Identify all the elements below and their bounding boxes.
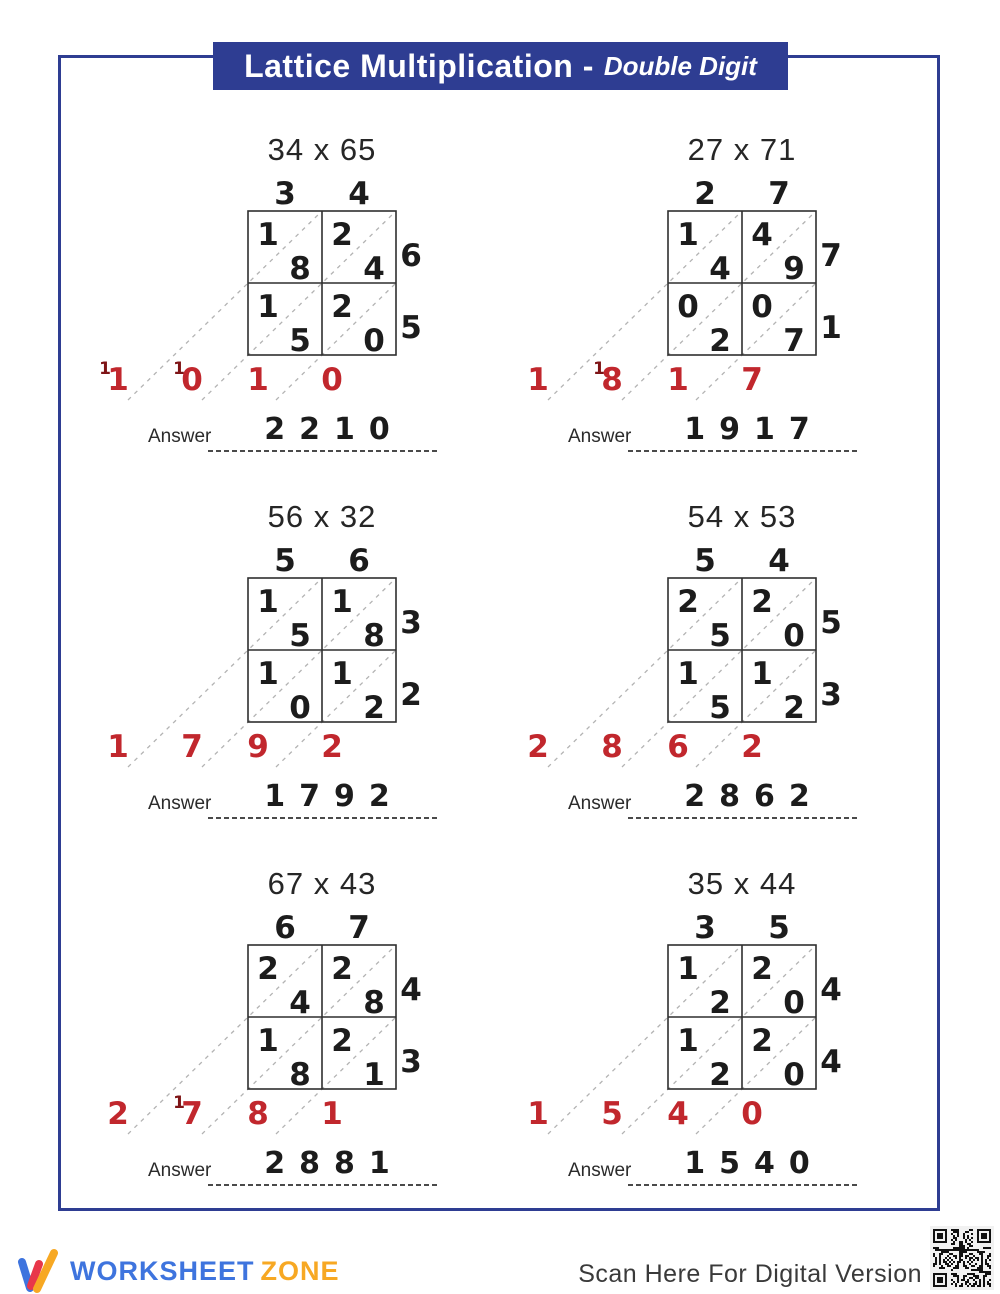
answer-value: 2862 <box>684 779 824 814</box>
multiplicand-digit: 7 <box>348 912 370 946</box>
problem-card <box>88 128 488 468</box>
multiplier-digit: 1 <box>820 310 842 346</box>
answer-label: Answer <box>568 426 632 447</box>
answer-value: 1540 <box>684 1146 824 1181</box>
answer-label: Answer <box>148 426 212 447</box>
diagonal-sum-digit: 2 <box>527 729 549 765</box>
cell-units-digit: 2 <box>363 690 385 726</box>
diagonal-sum-digit: 2 <box>741 729 763 765</box>
cell-tens-digit: 1 <box>751 656 773 692</box>
cell-units-digit: 2 <box>709 985 731 1021</box>
cell-tens-digit: 2 <box>331 1023 353 1059</box>
brand-word-zone: ZONE <box>260 1255 340 1286</box>
multiplier-digit: 3 <box>400 605 422 641</box>
multiplier-digit: 4 <box>400 972 422 1008</box>
multiplicand-digit: 2 <box>694 178 716 212</box>
problem-title: 34 x 65 <box>267 132 377 167</box>
qr-code-icon <box>933 1229 991 1287</box>
multiplier-digit: 4 <box>820 972 842 1008</box>
cell-units-digit: 9 <box>783 251 805 287</box>
diagonal-sum-digit: 7 <box>741 362 763 398</box>
answer-value: 1792 <box>264 779 404 814</box>
diagonal-sum-digit: 1 <box>527 362 549 398</box>
lattice-grid <box>508 178 908 413</box>
multiplicand-digit: 5 <box>694 545 716 579</box>
cell-tens-digit: 0 <box>751 289 773 325</box>
problem-title: 54 x 53 <box>687 499 797 534</box>
diagonal-line <box>548 578 742 767</box>
diagonal-sum-digit: 5 <box>601 1096 623 1132</box>
cell-tens-digit: 1 <box>331 584 353 620</box>
carry-digit: 1 <box>99 359 111 379</box>
diagonal-sum-digit: 0 <box>321 362 343 398</box>
answer-label: Answer <box>148 793 212 814</box>
multiplier-digit: 7 <box>820 238 842 274</box>
multiplicand-digit: 3 <box>694 912 716 946</box>
multiplicand-digit: 6 <box>274 912 296 946</box>
answer-line <box>208 817 437 819</box>
cell-tens-digit: 2 <box>751 951 773 987</box>
answer-line <box>628 450 857 452</box>
diagonal-line <box>622 211 816 400</box>
answer-line <box>628 1184 857 1186</box>
diagonal-sum-digit: 0 <box>741 1096 763 1132</box>
cell-units-digit: 0 <box>289 690 311 726</box>
cell-tens-digit: 1 <box>257 289 279 325</box>
answer-value: 2210 <box>264 412 404 447</box>
carry-digit: 1 <box>593 359 605 379</box>
cell-units-digit: 2 <box>783 690 805 726</box>
diagonal-line <box>202 211 396 400</box>
lattice-grid <box>508 545 908 780</box>
cell-tens-digit: 1 <box>257 217 279 253</box>
diagonal-sum-digit: 6 <box>667 729 689 765</box>
cell-units-digit: 8 <box>363 618 385 654</box>
cell-tens-digit: 2 <box>677 584 699 620</box>
cell-units-digit: 4 <box>363 251 385 287</box>
multiplier-digit: 6 <box>400 238 422 274</box>
diagonal-line <box>548 945 742 1134</box>
multiplier-digit: 4 <box>820 1044 842 1080</box>
cell-tens-digit: 0 <box>677 289 699 325</box>
cell-units-digit: 0 <box>783 618 805 654</box>
cell-tens-digit: 1 <box>677 1023 699 1059</box>
worksheetzone-w-icon <box>16 1248 62 1294</box>
answer-value: 1917 <box>684 412 824 447</box>
carry-digit: 1 <box>173 1093 185 1113</box>
diagonal-sum-digit: 1 <box>527 1096 549 1132</box>
diagonal-line <box>202 578 396 767</box>
cell-units-digit: 2 <box>709 323 731 359</box>
page-title: Lattice Multiplication - <box>244 47 594 84</box>
cell-tens-digit: 1 <box>257 584 279 620</box>
cell-units-digit: 0 <box>363 323 385 359</box>
diagonal-line <box>202 945 396 1134</box>
cell-tens-digit: 2 <box>751 584 773 620</box>
diagonal-line <box>128 578 322 767</box>
answer-label: Answer <box>568 793 632 814</box>
problem-card <box>508 495 908 835</box>
multiplier-digit: 5 <box>820 605 842 641</box>
diagonal-sum-digit: 1 <box>667 362 689 398</box>
problem-title: 27 x 71 <box>687 132 797 167</box>
problem-title: 35 x 44 <box>687 866 797 901</box>
cell-units-digit: 8 <box>363 985 385 1021</box>
answer-label: Answer <box>148 1160 212 1181</box>
title-banner <box>213 42 788 90</box>
multiplier-digit: 5 <box>400 310 422 346</box>
cell-units-digit: 5 <box>289 323 311 359</box>
cell-units-digit: 5 <box>709 618 731 654</box>
diagonal-line <box>622 945 816 1134</box>
lattice-grid <box>88 178 488 413</box>
multiplier-digit: 3 <box>400 1044 422 1080</box>
cell-tens-digit: 4 <box>751 217 773 253</box>
diagonal-sum-digit: 2 <box>107 1096 129 1132</box>
cell-tens-digit: 1 <box>257 656 279 692</box>
answer-value: 2881 <box>264 1146 404 1181</box>
cell-tens-digit: 1 <box>677 217 699 253</box>
cell-tens-digit: 1 <box>257 1023 279 1059</box>
multiplicand-digit: 7 <box>768 178 790 212</box>
multiplicand-digit: 3 <box>274 178 296 212</box>
diagonal-sum-digit: 1 <box>107 362 129 398</box>
problem-title: 67 x 43 <box>267 866 377 901</box>
cell-tens-digit: 2 <box>331 217 353 253</box>
problem-card <box>508 862 908 1202</box>
diagonal-sum-digit: 7 <box>181 729 203 765</box>
cell-units-digit: 0 <box>783 1057 805 1093</box>
multiplier-digit: 3 <box>820 677 842 713</box>
problem-title: 56 x 32 <box>267 499 377 534</box>
answer-label: Answer <box>568 1160 632 1181</box>
answer-line <box>208 450 437 452</box>
cell-tens-digit: 2 <box>331 289 353 325</box>
cell-units-digit: 8 <box>289 1057 311 1093</box>
multiplicand-digit: 6 <box>348 545 370 579</box>
page-subtitle: Double Digit <box>603 50 757 81</box>
answer-line <box>628 817 857 819</box>
multiplier-digit: 2 <box>400 677 422 713</box>
diagonal-line <box>548 211 742 400</box>
brand-word-worksheet: WORKSHEET <box>70 1255 255 1286</box>
problem-card <box>88 495 488 835</box>
diagonal-sum-digit: 8 <box>601 362 623 398</box>
cell-units-digit: 0 <box>783 985 805 1021</box>
diagonal-sum-digit: 1 <box>321 1096 343 1132</box>
diagonal-line <box>128 945 322 1134</box>
cell-tens-digit: 1 <box>677 951 699 987</box>
multiplicand-digit: 4 <box>348 178 370 212</box>
cell-tens-digit: 1 <box>677 656 699 692</box>
multiplicand-digit: 5 <box>768 912 790 946</box>
cell-units-digit: 5 <box>289 618 311 654</box>
cell-tens-digit: 2 <box>751 1023 773 1059</box>
diagonal-sum-digit: 8 <box>247 1096 269 1132</box>
answer-line <box>208 1184 437 1186</box>
diagonal-sum-digit: 2 <box>321 729 343 765</box>
cell-units-digit: 2 <box>709 1057 731 1093</box>
diagonal-sum-digit: 7 <box>181 1096 203 1132</box>
lattice-grid <box>88 912 488 1147</box>
qr-code <box>930 1226 994 1290</box>
multiplicand-digit: 4 <box>768 545 790 579</box>
diagonal-sum-digit: 8 <box>601 729 623 765</box>
cell-tens-digit: 2 <box>331 951 353 987</box>
problem-card <box>88 862 488 1202</box>
brand-logo <box>16 1248 340 1294</box>
diagonal-line <box>128 211 322 400</box>
diagonal-sum-digit: 9 <box>247 729 269 765</box>
diagonal-sum-digit: 4 <box>667 1096 689 1132</box>
lattice-grid <box>88 545 488 780</box>
cell-tens-digit: 1 <box>331 656 353 692</box>
diagonal-sum-digit: 0 <box>181 362 203 398</box>
scan-here-text: Scan Here For Digital Version <box>578 1260 922 1288</box>
diagonal-sum-digit: 1 <box>247 362 269 398</box>
diagonal-line <box>622 578 816 767</box>
brand-name <box>70 1256 340 1287</box>
carry-digit: 1 <box>173 359 185 379</box>
multiplicand-digit: 5 <box>274 545 296 579</box>
cell-units-digit: 7 <box>783 323 805 359</box>
cell-tens-digit: 2 <box>257 951 279 987</box>
problem-card <box>508 128 908 468</box>
cell-units-digit: 4 <box>289 985 311 1021</box>
cell-units-digit: 4 <box>709 251 731 287</box>
diagonal-sum-digit: 1 <box>107 729 129 765</box>
cell-units-digit: 8 <box>289 251 311 287</box>
cell-units-digit: 1 <box>363 1057 385 1093</box>
cell-units-digit: 5 <box>709 690 731 726</box>
lattice-grid <box>508 912 908 1147</box>
